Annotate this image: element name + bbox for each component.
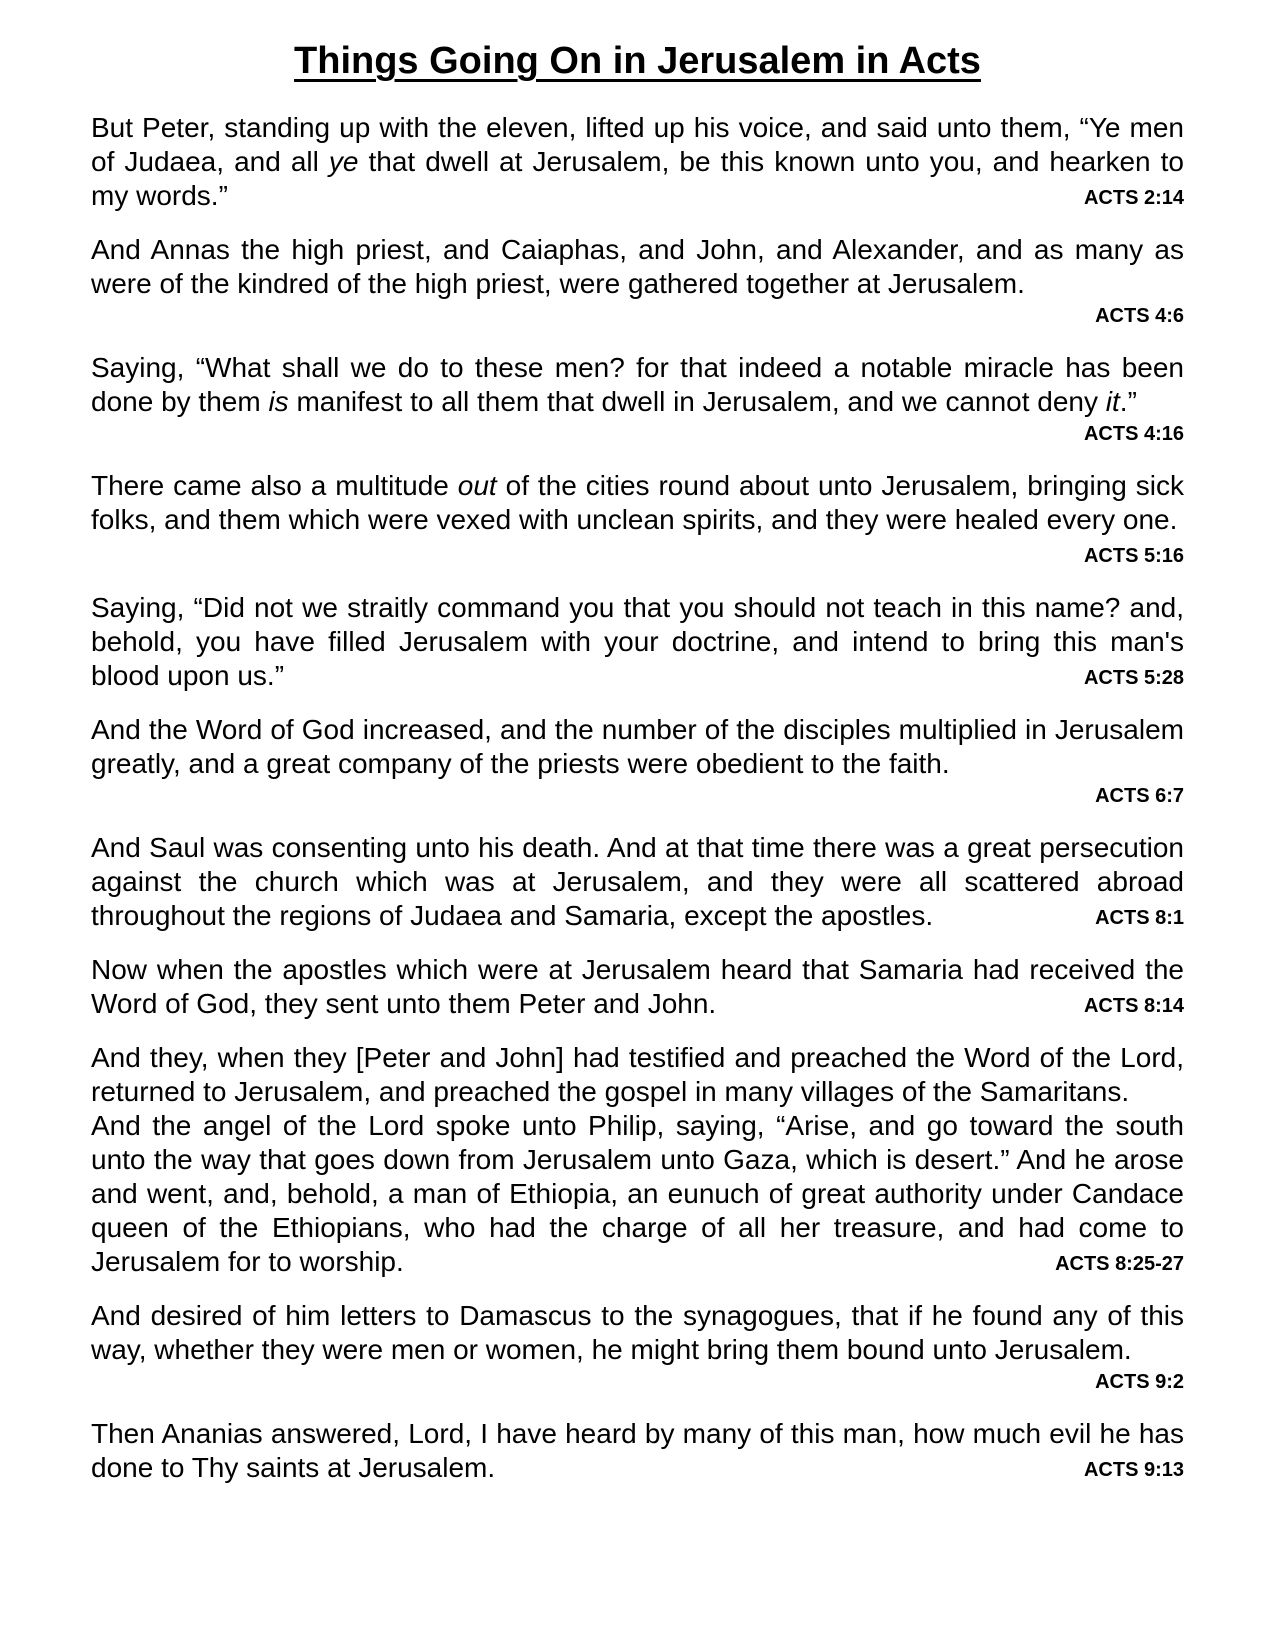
- verse-block: [91, 1417, 1184, 1485]
- verse-text: [91, 713, 1184, 781]
- verse-text: [91, 1109, 1184, 1279]
- verse-citation: ACTS 2:14: [1083, 187, 1184, 209]
- verse-block: [91, 831, 1184, 933]
- verse-list: [91, 111, 1184, 1485]
- verse-text-italic-segment: ye: [328, 146, 359, 177]
- verse-block: [91, 1299, 1184, 1397]
- verse-citation: ACTS 9:13: [1083, 1459, 1184, 1481]
- verse-block: [91, 1041, 1184, 1279]
- verse-citation: ACTS 9:2: [1095, 1371, 1184, 1393]
- verse-text-segment: And the angel of the Lord spoke unto Philip, saying, “Arise, and go toward the south unto the way that goes down from Jerusalem unto Gaza, which is desert.” And he arose and went, and, behold, a man of Ethiopia, an eunuch of great authority under Candace queen of the Ethiopians, who had the charge of all her treasure, and had come to Jerusalem for to worship.: [91, 1110, 1184, 1277]
- verse-text: [91, 1417, 1184, 1485]
- verse-text-italic-segment: it: [1105, 386, 1120, 417]
- verse-text-segment: And the Word of God increased, and the number of the disciples multiplied in Jerusalem greatly, and a great company of the priests were obedient to the faith.: [91, 714, 1184, 779]
- page-title: [91, 38, 1184, 84]
- verse-citation: ACTS 5:28: [1083, 667, 1184, 689]
- verse-citation: ACTS 5:16: [1083, 545, 1184, 567]
- verse-text: [91, 831, 1184, 933]
- verse-citation: ACTS 6:7: [1095, 785, 1184, 807]
- verse-block: [91, 233, 1184, 331]
- verse-text-segment: manifest to all them that dwell in Jerusalem, and we cannot deny: [288, 386, 1106, 417]
- verse-citation: ACTS 8:1: [1095, 907, 1184, 929]
- verse-text-segment: .”: [1119, 386, 1137, 417]
- verse-citation: ACTS 8:14: [1083, 995, 1184, 1017]
- verse-block: [91, 469, 1184, 571]
- verse-text-segment: And desired of him letters to Damascus to the synagogues, that if he found any of this way, whether they were men or women, he might bring them bound unto Jerusalem.: [91, 1300, 1184, 1365]
- verse-text: [91, 591, 1184, 693]
- verse-text: [91, 351, 1184, 419]
- verse-block: [91, 953, 1184, 1021]
- verse-block: [91, 713, 1184, 811]
- verse-block: [91, 351, 1184, 449]
- verse-text-segment: And Annas the high priest, and Caiaphas, and John, and Alexander, and as many as were of the kindred of the high priest, were gathered together at Jerusalem.: [91, 234, 1184, 299]
- verse-text: [91, 111, 1184, 213]
- verse-text-segment: Then Ananias answered, Lord, I have heard by many of this man, how much evil he has done to Thy saints at Jerusalem.: [91, 1418, 1184, 1483]
- verse-text: [91, 233, 1184, 301]
- verse-block: [91, 591, 1184, 693]
- verse-text-italic-segment: is: [268, 386, 289, 417]
- verse-text: [91, 469, 1184, 571]
- verse-text: [91, 1299, 1184, 1367]
- verse-text-segment: that dwell at Jerusalem, be this known unto you, and hearken to my words.”: [91, 146, 1185, 211]
- verse-text-segment: Now when the apostles which were at Jerusalem heard that Samaria had received the Word of God, they sent unto them Peter and John.: [91, 954, 1184, 1019]
- verse-text-segment: Saying, “Did not we straitly command you that you should not teach in this name? and, behold, you have filled Jerusalem with your doctrine, and intend to bring this man's blood upon us.”: [91, 592, 1184, 691]
- verse-citation: ACTS 8:25-27: [1055, 1253, 1184, 1275]
- verse-text-segment: And Saul was consenting unto his death. And at that time there was a great persecution against the church which was at Jerusalem, and they were all scattered abroad throughout the regions of Judaea and Samaria, except the apostles.: [91, 832, 1184, 931]
- verse-text-segment: But Peter, standing up with the eleven, lifted up his voice, and said unto them, “Ye men of Judaea, and all: [91, 112, 1184, 177]
- page-title-text: Things Going On in Jerusalem in Acts: [294, 40, 981, 82]
- verse-text-segment: There came also a multitude: [91, 470, 458, 501]
- verse-citation: ACTS 4:16: [1083, 423, 1184, 445]
- verse-text-segment: of the cities round about unto Jerusalem, bringing sick folks, and them which were vexed with unclean spirits, and they were healed every one.: [91, 470, 1185, 535]
- verse-citation: ACTS 4:6: [1095, 305, 1184, 327]
- verse-text-segment: And they, when they [Peter and John] had testified and preached the Word of the Lord, returned to Jerusalem, and preached the gospel in many villages of the Samaritans.: [91, 1042, 1184, 1107]
- verse-text: [91, 1041, 1184, 1109]
- verse-text: [91, 953, 1184, 1021]
- verse-text-segment: Saying, “What shall we do to these men? for that indeed a notable miracle has been done by them: [91, 352, 1184, 417]
- verse-text-italic-segment: out: [457, 470, 497, 501]
- verse-block: [91, 111, 1184, 213]
